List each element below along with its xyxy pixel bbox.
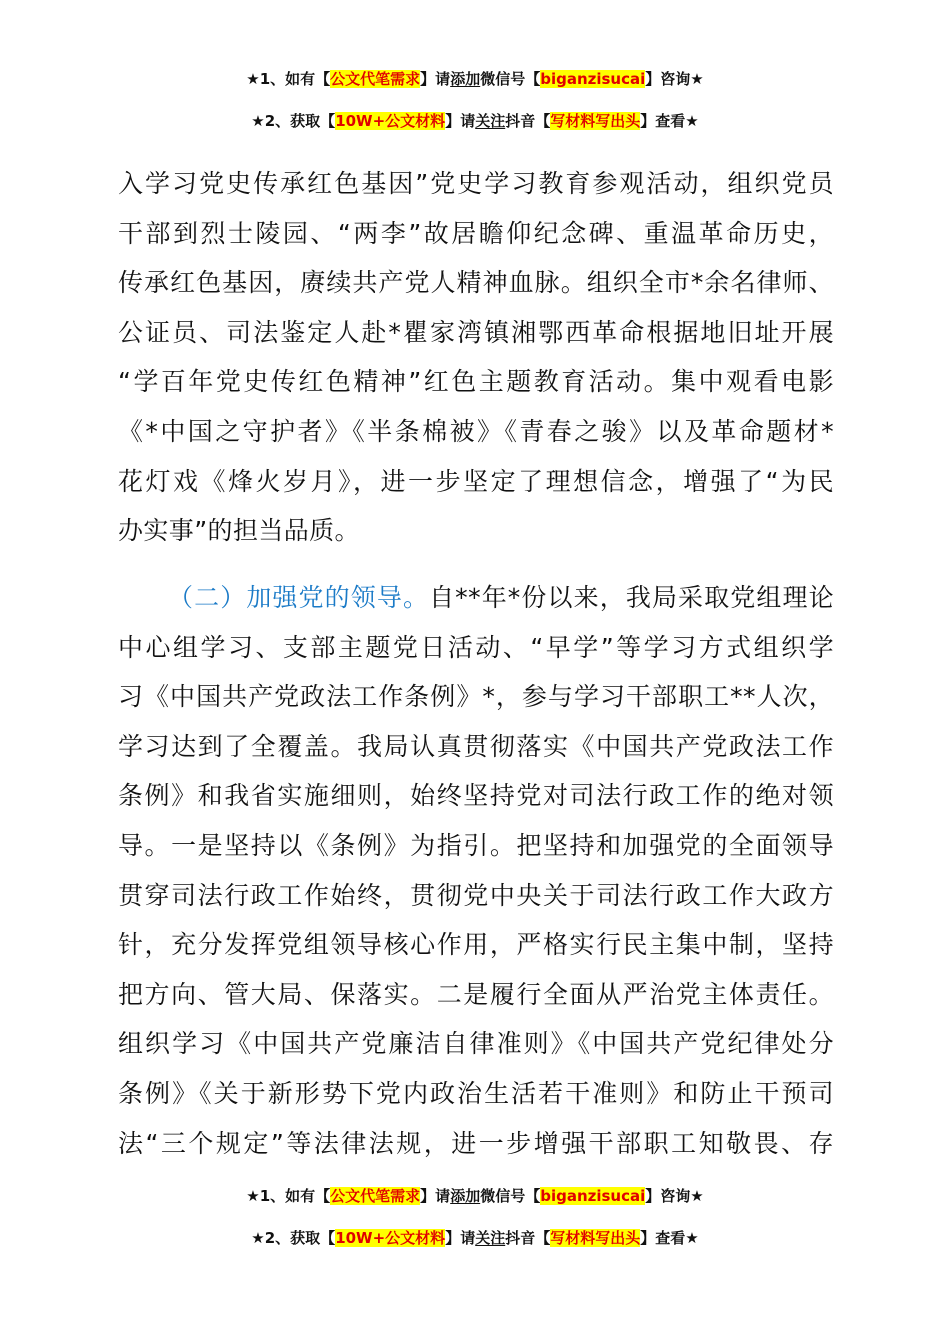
header-banner-line2: [0, 111, 950, 131]
footer2-highlight-douyin: 写材料写出头: [550, 1229, 641, 1247]
paragraph-line: 条例》《关于新形势下党内政治生活若干准则》和防止干预司: [118, 1078, 834, 1108]
paragraph-line: 干部到烈士陵园、“两李”故居瞻仰纪念碑、重温革命历史，: [118, 218, 834, 248]
paragraph-line: “学百年党史传红色精神”红色主题教育活动。集中观看电影: [118, 367, 834, 397]
paragraph-line: 学习达到了全覆盖。我局认真贯彻落实《中国共产党政法工作: [118, 731, 834, 761]
paragraph-line: 把方向、管大局、保落实。二是履行全面从严治党主体责任。: [118, 979, 834, 1009]
paragraph-line: 组织学习《中国共产党廉洁自律准则》《中国共产党纪律处分: [118, 1029, 834, 1059]
header2-highlight-materials: 10W+公文材料: [335, 112, 446, 130]
footer1-underlined: 添加: [450, 1187, 481, 1205]
paragraph-line: 《*中国之守护者》《半条棉被》《青春之骏》以及革命题材*: [118, 416, 834, 446]
header1-highlight-service: 公文代笔需求: [330, 70, 421, 88]
header1-suffix: 】咨询★: [645, 70, 704, 88]
paragraph-line: 传承红色基因，赓续共产党人精神血脉。组织全市*余名律师、: [118, 268, 834, 298]
footer1-highlight-service: 公文代笔需求: [330, 1187, 421, 1205]
header-banner-line1: [0, 69, 950, 89]
paragraph-line: 习《中国共产党政法工作条例》*，参与学习干部职工**人次，: [118, 682, 834, 712]
paragraph-first-line-text: 自**年*份以来，我局采取党组理论: [429, 583, 834, 612]
footer2-mid2: 抖音【: [505, 1229, 551, 1247]
header2-underlined: 关注: [475, 112, 506, 130]
footer2-suffix: 】查看★: [640, 1229, 699, 1247]
paragraph-first-line: [118, 573, 834, 623]
header1-underlined: 添加: [450, 70, 481, 88]
paragraph-line: 导。一是坚持以《条例》为指引。把坚持和加强党的全面领导: [118, 830, 834, 860]
paragraph-line: 办实事”的担当品质。: [118, 516, 360, 546]
paragraph-line: 中心组学习、支部主题党日活动、“早学”等学习方式组织学: [118, 632, 834, 662]
paragraph-line: 花灯戏《烽火岁月》，进一步坚定了理想信念，增强了“为民: [118, 466, 834, 496]
footer2-underlined: 关注: [475, 1229, 506, 1247]
footer2-mid1: 】请: [445, 1229, 476, 1247]
header2-mid1: 】请: [445, 112, 476, 130]
paragraph-line: 条例》和我省实施细则，始终坚持党对司法行政工作的绝对领: [118, 781, 834, 811]
header1-mid2: 微信号【: [480, 70, 541, 88]
header2-highlight-douyin: 写材料写出头: [550, 112, 641, 130]
header1-highlight-wechat: biganzisucai: [540, 70, 646, 88]
footer1-prefix: ★1、如有【: [246, 1187, 331, 1205]
footer1-highlight-wechat: biganzisucai: [540, 1187, 646, 1205]
header1-mid1: 】请: [420, 70, 451, 88]
header2-mid2: 抖音【: [505, 112, 551, 130]
paragraph-line: 法“三个规定”等法律法规，进一步增强干部职工知敬畏、存: [118, 1128, 834, 1158]
paragraph-line: 贯穿司法行政工作始终，贯彻党中央关于司法行政工作大政方: [118, 880, 834, 910]
paragraph-line: 入学习党史传承红色基因”党史学习教育参观活动，组织党员: [118, 169, 834, 198]
footer1-mid2: 微信号【: [480, 1187, 541, 1205]
header1-prefix: ★1、如有【: [246, 70, 331, 88]
header2-suffix: 】查看★: [640, 112, 699, 130]
header2-prefix: ★2、获取【: [251, 112, 336, 130]
paragraph-line: 针，充分发挥党组领导核心作用，严格实行民主集中制，坚持: [118, 930, 834, 960]
paragraph-1: [118, 159, 834, 556]
footer-banner-line1: [0, 1186, 950, 1206]
footer2-highlight-materials: 10W+公文材料: [335, 1229, 446, 1247]
section-heading: （二）加强党的领导。: [168, 583, 430, 612]
footer2-prefix: ★2、获取【: [251, 1229, 336, 1247]
footer1-suffix: 】咨询★: [645, 1187, 704, 1205]
footer-banner-line2: [0, 1228, 950, 1248]
paragraph-2: [118, 573, 834, 1168]
footer1-mid1: 】请: [420, 1187, 451, 1205]
paragraph-line: 公证员、司法鉴定人赴*瞿家湾镇湘鄂西革命根据地旧址开展: [118, 317, 834, 347]
